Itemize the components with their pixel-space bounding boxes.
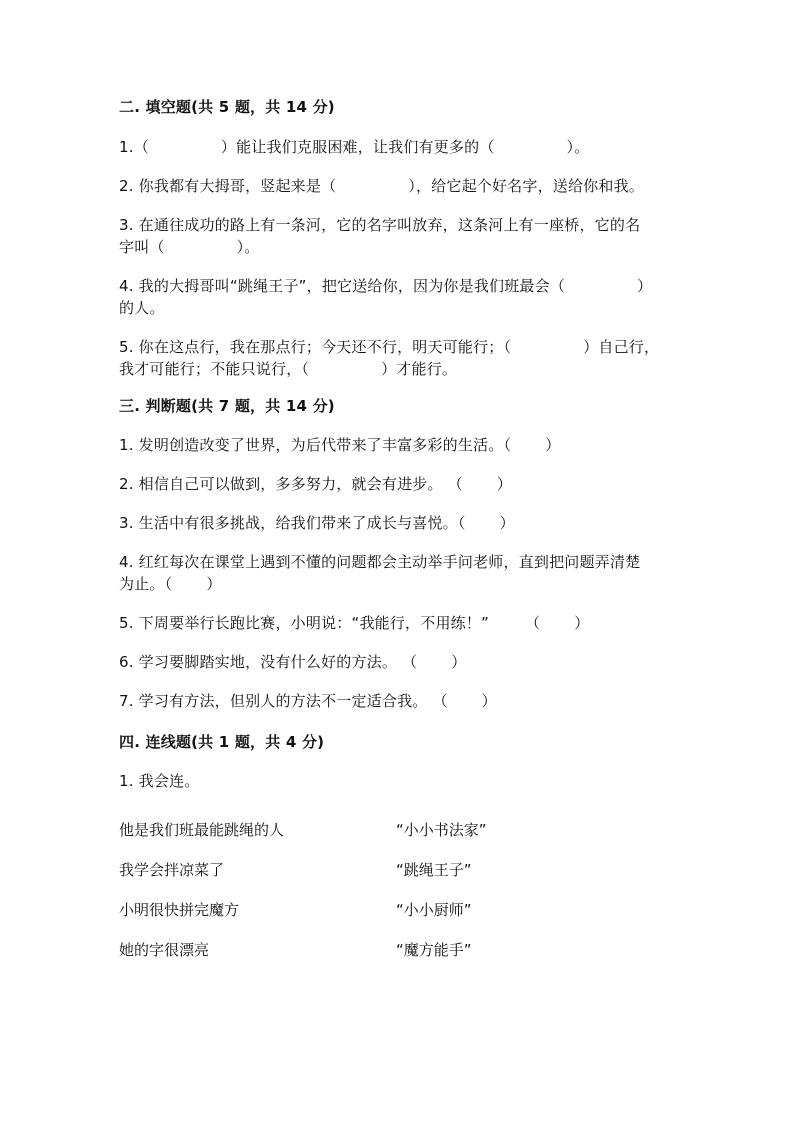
match-right-item[interactable]: “小小厨师” xyxy=(396,901,472,919)
question-text: 字叫（ xyxy=(119,238,165,256)
question-text: 我才可能行；不能只说行，（ xyxy=(119,360,310,378)
match-left-item[interactable]: 他是我们班最能跳绳的人 xyxy=(119,821,285,839)
match-left-item[interactable]: 小明很快拼完魔方 xyxy=(119,901,240,919)
question-tf-2 xyxy=(119,473,689,495)
question-text: 1. 发明创造改变了世界，为后代带来了丰富多彩的生活。（ xyxy=(119,436,512,454)
question-text: 4. 我的大拇哥叫“跳绳王子”，把它送给你，因为你是我们班最会（ xyxy=(119,277,566,295)
question-text: ）能让我们克服困难，让我们有更多的（ xyxy=(220,138,495,156)
question-text: 2. 你我都有大拇哥，竖起来是（ xyxy=(119,177,337,195)
question-text: ）。 xyxy=(566,138,590,156)
match-right-item[interactable]: “小小书法家” xyxy=(396,821,487,839)
question-fill-3-line1: 3. 在通往成功的路上有一条河，它的名字叫放弃，这条河上有一座桥，它的名 xyxy=(119,216,641,234)
question-tf-4-line1: 4. 红红每次在课堂上遇到不懂的问题都会主动举手问老师，直到把问题弄清楚 xyxy=(119,553,641,571)
question-tf-4-line2 xyxy=(119,573,689,595)
question-text: ） xyxy=(481,692,497,710)
question-text: 为止。（ xyxy=(119,575,173,593)
question-text: ）自己行， xyxy=(583,338,660,356)
question-text: ） xyxy=(574,614,590,632)
question-text: ），给它起个好名字，送给你和我。 xyxy=(408,177,644,195)
question-fill-5-line2 xyxy=(119,358,689,380)
question-fill-3-line2 xyxy=(119,236,689,258)
question-text: （ xyxy=(525,614,541,632)
question-text: ） xyxy=(545,436,561,454)
match-right-item[interactable]: “魔方能手” xyxy=(396,941,472,959)
question-tf-6 xyxy=(119,651,689,673)
question-fill-1 xyxy=(119,136,689,158)
question-text: 5. 下周要举行长跑比赛，小明说：“我能行，不用练！” xyxy=(119,614,490,632)
question-fill-5-line1 xyxy=(119,336,689,358)
section-title-matching: 四. 连线题(共 1 题，共 4 分) xyxy=(119,733,325,751)
question-tf-7 xyxy=(119,690,689,712)
question-text: 3. 生活中有很多挑战，给我们带来了成长与喜悦。（ xyxy=(119,514,466,532)
question-text: 2. 相信自己可以做到，多多努力，就会有进步。 （ xyxy=(119,475,463,493)
question-text: ） xyxy=(637,277,653,295)
question-text: 7. 学习有方法，但别人的方法不一定适合我。 （ xyxy=(119,692,448,710)
section-title-true-false: 三. 判断题(共 7 题，共 14 分) xyxy=(119,397,335,415)
question-fill-2 xyxy=(119,175,689,197)
question-text: 6. 学习要脚踏实地，没有什么好的方法。 （ xyxy=(119,653,418,671)
question-match-1: 1. 我会连。 xyxy=(119,772,200,790)
question-tf-5 xyxy=(119,612,689,634)
question-tf-1 xyxy=(119,434,689,456)
section-title-fill-blank: 二. 填空题(共 5 题，共 14 分) xyxy=(119,98,335,116)
question-text: 5. 你在这点行，我在那点行；今天还不行，明天可能行；（ xyxy=(119,338,512,356)
question-text: ） xyxy=(451,653,467,671)
question-tf-3 xyxy=(119,512,689,534)
question-fill-4-line1 xyxy=(119,275,689,297)
question-text: ） xyxy=(496,475,513,493)
question-text: ）才能行。 xyxy=(381,360,458,378)
match-left-item[interactable]: 她的字很漂亮 xyxy=(119,941,210,959)
question-text: 1.（ xyxy=(119,138,149,156)
question-text: ） xyxy=(206,575,222,593)
question-fill-4-line2: 的人。 xyxy=(119,299,165,317)
question-text: ）。 xyxy=(236,238,260,256)
match-left-item[interactable]: 我学会拌凉菜了 xyxy=(119,861,225,879)
match-right-item[interactable]: “跳绳王子” xyxy=(396,861,472,879)
question-text: ） xyxy=(499,514,515,532)
